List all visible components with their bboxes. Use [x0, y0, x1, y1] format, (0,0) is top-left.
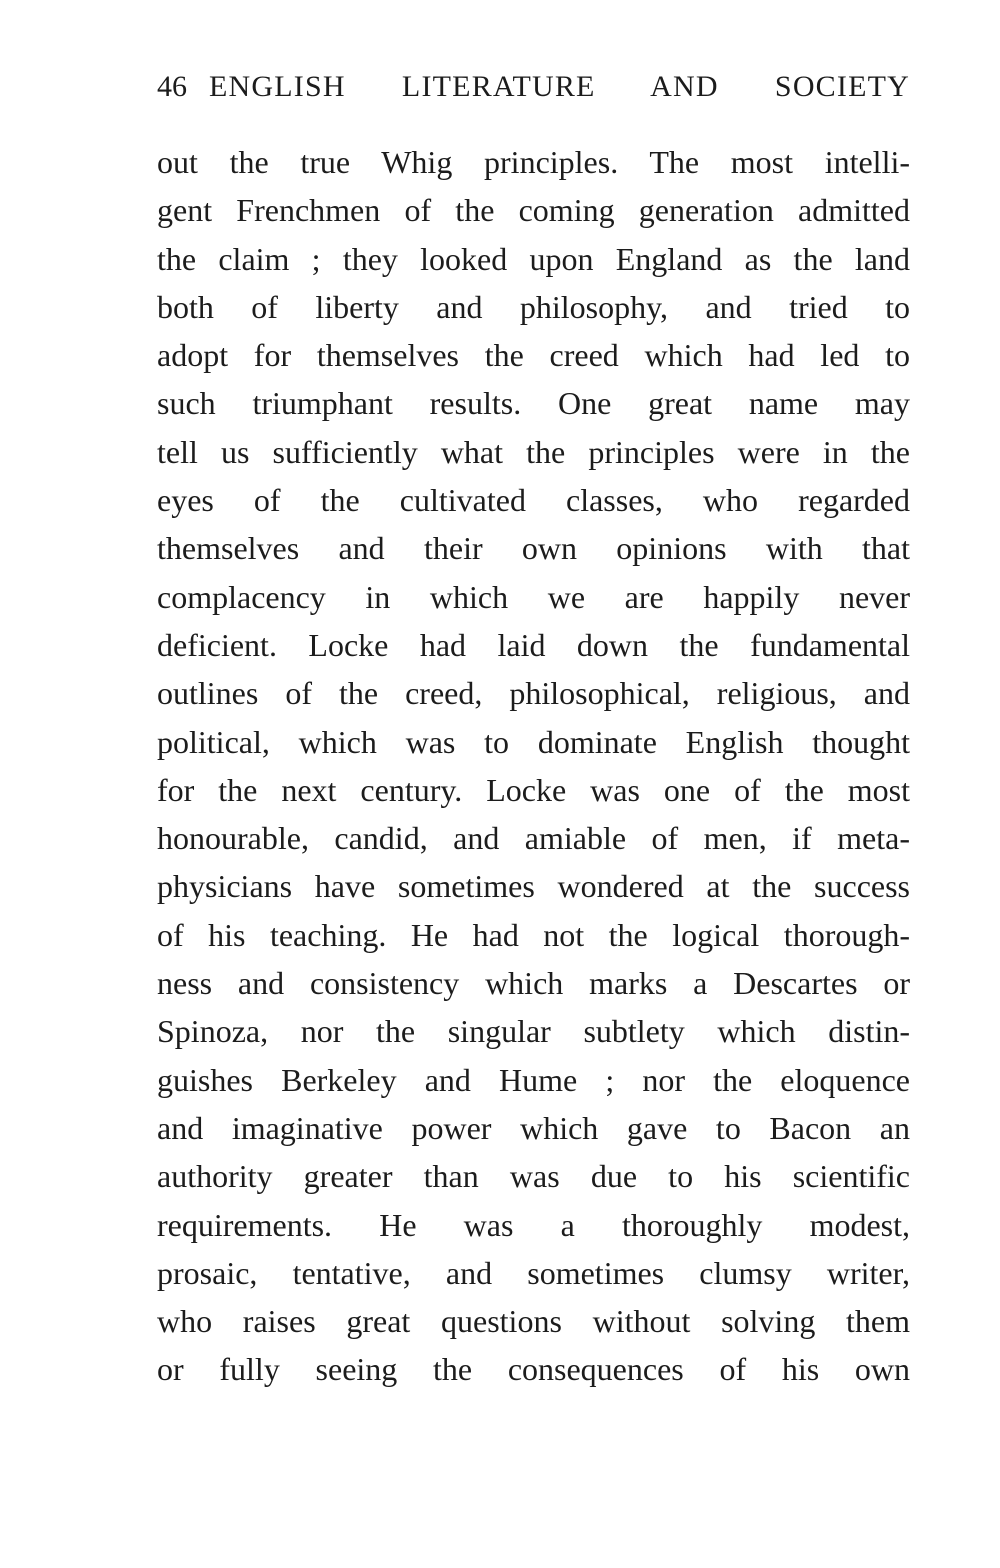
- running-head: [157, 70, 910, 110]
- text-line: or fully seeing the consequences of his own: [157, 1351, 910, 1388]
- running-title: ENGLISH LITERATURE AND SOCIETY: [209, 70, 910, 103]
- text-line: the claim ; they looked upon England as the land: [157, 240, 910, 277]
- text-line: out the true Whig principles. The most intelli-: [157, 144, 910, 180]
- text-line: complacency in which we are happily never: [157, 578, 910, 615]
- text-line: physicians have sometimes wondered at the success: [157, 868, 910, 905]
- text-line: outlines of the creed, philosophical, religious, and: [157, 675, 910, 712]
- text-line: for the next century. Locke was one of the most: [157, 771, 910, 808]
- text-line: political, which was to dominate English thought: [157, 723, 910, 760]
- text-line: Spinoza, nor the singular subtlety which distin-: [157, 1013, 910, 1050]
- text-line: such triumphant results. One great name may: [157, 385, 910, 422]
- text-line: who raises great questions without solving them: [157, 1303, 910, 1340]
- text-line: of his teaching. He had not the logical thorough-: [157, 916, 910, 953]
- text-line: ness and consistency which marks a Descartes or: [157, 965, 910, 1002]
- text-line: authority greater than was due to his scientific: [157, 1158, 910, 1195]
- text-line: gent Frenchmen of the coming generation admitted: [157, 192, 910, 229]
- text-line: themselves and their own opinions with that: [157, 530, 910, 567]
- text-line: and imaginative power which gave to Bacon an: [157, 1109, 910, 1146]
- text-line: deficient. Locke had laid down the fundamental: [157, 626, 910, 663]
- text-line: adopt for themselves the creed which had led to: [157, 337, 910, 374]
- body-text: [157, 138, 910, 1394]
- text-line: tell us sufficiently what the principles were in the: [157, 433, 910, 470]
- page-number: 46: [157, 70, 187, 103]
- text-line: both of liberty and philosophy, and tried to: [157, 288, 910, 325]
- book-page: [157, 70, 910, 1394]
- text-line: guishes Berkeley and Hume ; nor the eloquence: [157, 1061, 910, 1098]
- text-line: eyes of the cultivated classes, who regarded: [157, 482, 910, 519]
- text-line: requirements. He was a thoroughly modest,: [157, 1206, 910, 1243]
- text-line: prosaic, tentative, and sometimes clumsy writer,: [157, 1254, 910, 1291]
- text-line: honourable, candid, and amiable of men, if meta-: [157, 820, 910, 857]
